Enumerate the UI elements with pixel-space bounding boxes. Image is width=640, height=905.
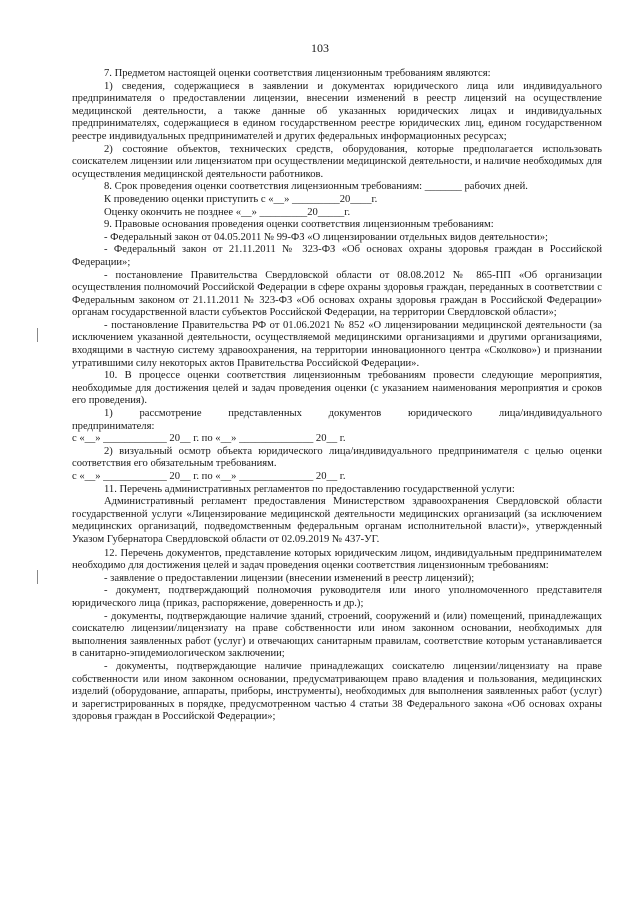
- paragraph-7-item-2: 2) состояние объектов, технических средств, оборудования, которые предполагается использовать соискателем лицензии или лицензиатом при осуществлении медицинской деятельности, и наличие необходимых для осуществления медицинской деятельности работников.: [72, 143, 602, 180]
- paragraph-12-intro: 12. Перечень документов, представление которых юридическим лицом, индивидуальным предпринимателем необходимо для достижения целей и задач проведения оценки соответствия лицензионным требованиям:: [72, 547, 602, 572]
- paragraph-9-resolution-852: - постановление Правительства РФ от 01.06.2021 № 852 «О лицензировании медицинской деятельности (за исключением указанной деятельности, осуществляемой медицинскими организациями и другими организациями, входящими в частную систему здравоохранения, на территории инновационного центра «Сколково») и признании утратившими силу некоторых актов Правительства Российской Федерации».: [72, 319, 602, 369]
- paragraph-8-start-date: К проведению оценки приступить с «__» _________20____г.: [104, 193, 378, 205]
- paragraph-11-intro: 11. Перечень административных регламентов по предоставлению государственной услуги:: [104, 483, 515, 495]
- paragraph-12-equipment-documents: - документы, подтверждающие наличие принадлежащих соискателю лицензии/лицензиату на праве собственности или ином законном основании, предусматривающем право владения и пользования, медицинских изделий (оборудование, аппараты, приборы, инструменты), необходимых для выполнения заявленных работ (услуг) и зарегистрированных в порядке, предусмотренном частью 4 статьи 38 Федерального закона «Об основах охраны здоровья граждан в Российской Федерации»;: [72, 660, 602, 723]
- paragraph-10-intro: 10. В процессе оценки соответствия лицензионным требованиям провести следующие мероприятия, необходимые для достижения целей и задач проведения оценки (с указанием наименования мероприятия и сроков его проведения).: [72, 370, 602, 407]
- paragraph-12-authority-document: - документ, подтверждающий полномочия руководителя или иного уполномоченного представителя юридического лица (приказ, распоряжение, доверенность и др.);: [72, 585, 602, 609]
- paragraph-10-item-2: 2) визуальный осмотр объекта юридического лица/индивидуального предпринимателя с целью оценки соответствия его обязательным требованиям.: [72, 445, 602, 470]
- page-number: 103: [311, 41, 329, 55]
- paragraph-7-intro: 7. Предметом настоящей оценки соответствия лицензионным требованиям являются:: [104, 68, 491, 79]
- paragraph-10-item-1: 1) рассмотрение представленных документов юридического лица/индивидуального: [104, 408, 602, 420]
- paragraph-12-premises-documents: - документы, подтверждающие наличие зданий, строений, сооружений и (или) помещений, принадлежащих соискателю лицензии/лицензиату на праве собственности или ином законном основании, необходимых для выполнения заявленных работ (услуг) и отвечающих санитарным правилам, соответствие которым устанавливается в санитарно-эпидемиологическом заключении;: [72, 610, 602, 660]
- paragraph-8-term: 8. Срок проведения оценки соответствия лицензионным требованиям: _______ рабочих дней.: [104, 181, 528, 193]
- binding-mark-bottom: [37, 570, 38, 584]
- paragraph-9-resolution-865: - постановление Правительства Свердловской области от 08.08.2012 № 865-ПП «Об организации осуществления полномочий Российской Федерации в сфере охраны здоровья граждан, переданных в соответствии с Федеральным законом от 21.11.2011 № 323-ФЗ «Об основах охраны здоровья граждан в Российской Федерации» органам государственной власти субъектов Российской Федерации, на территории Свердловской области»;: [72, 269, 602, 319]
- paragraph-11-regulation: Административный регламент предоставления Министерством здравоохранения Свердловской области государственной услуги «Лицензирование медицинской деятельности медицинских организаций (за исключением медицинских организаций, подведомственным федеральным органам исполнительной власти)», утвержденный Указом Губернатора Свердловской области от 02.09.2019 № 437-УГ.: [72, 496, 602, 545]
- paragraph-9-law-99: - Федеральный закон от 04.05.2011 № 99-ФЗ «О лицензировании отдельных видов деятельности»;: [104, 231, 548, 243]
- paragraph-10-item-1-cont: предпринимателя:: [72, 420, 155, 432]
- paragraph-12-application: - заявление о предоставлении лицензии (внесении изменений в реестр лицензий);: [104, 572, 475, 584]
- document-body: [72, 68, 602, 724]
- paragraph-9-law-323: - Федеральный закон от 21.11.2011 № 323-ФЗ «Об основах охраны здоровья граждан в Российской Федерации»;: [72, 244, 602, 268]
- paragraph-8-end-date: Оценку окончить не позднее «__» _________20_____г.: [104, 206, 351, 218]
- paragraph-10-item-1-dates: с «__» ____________ 20__ г. по «__» ______________ 20__ г.: [72, 433, 346, 445]
- paragraph-7-item-1: 1) сведения, содержащиеся в заявлении и документах юридического лица или индивидуального предпринимателя о предоставлении лицензии, внесении изменений в реестр лицензий на осуществление медицинской деятельности, а также данные об указанных юридических лицах и индивидуальных предпринимателях, содержащиеся в едином государственном реестре юридических лиц, едином государственном реестре индивидуальных предпринимателей и других федеральных информационных ресурсах;: [72, 80, 602, 142]
- paragraph-10-item-2-dates: с «__» ____________ 20__ г. по «__» ______________ 20__ г.: [72, 471, 346, 482]
- binding-mark-top: [37, 328, 38, 342]
- paragraph-9-intro: 9. Правовые основания проведения оценки соответствия лицензионным требованиям:: [104, 219, 494, 231]
